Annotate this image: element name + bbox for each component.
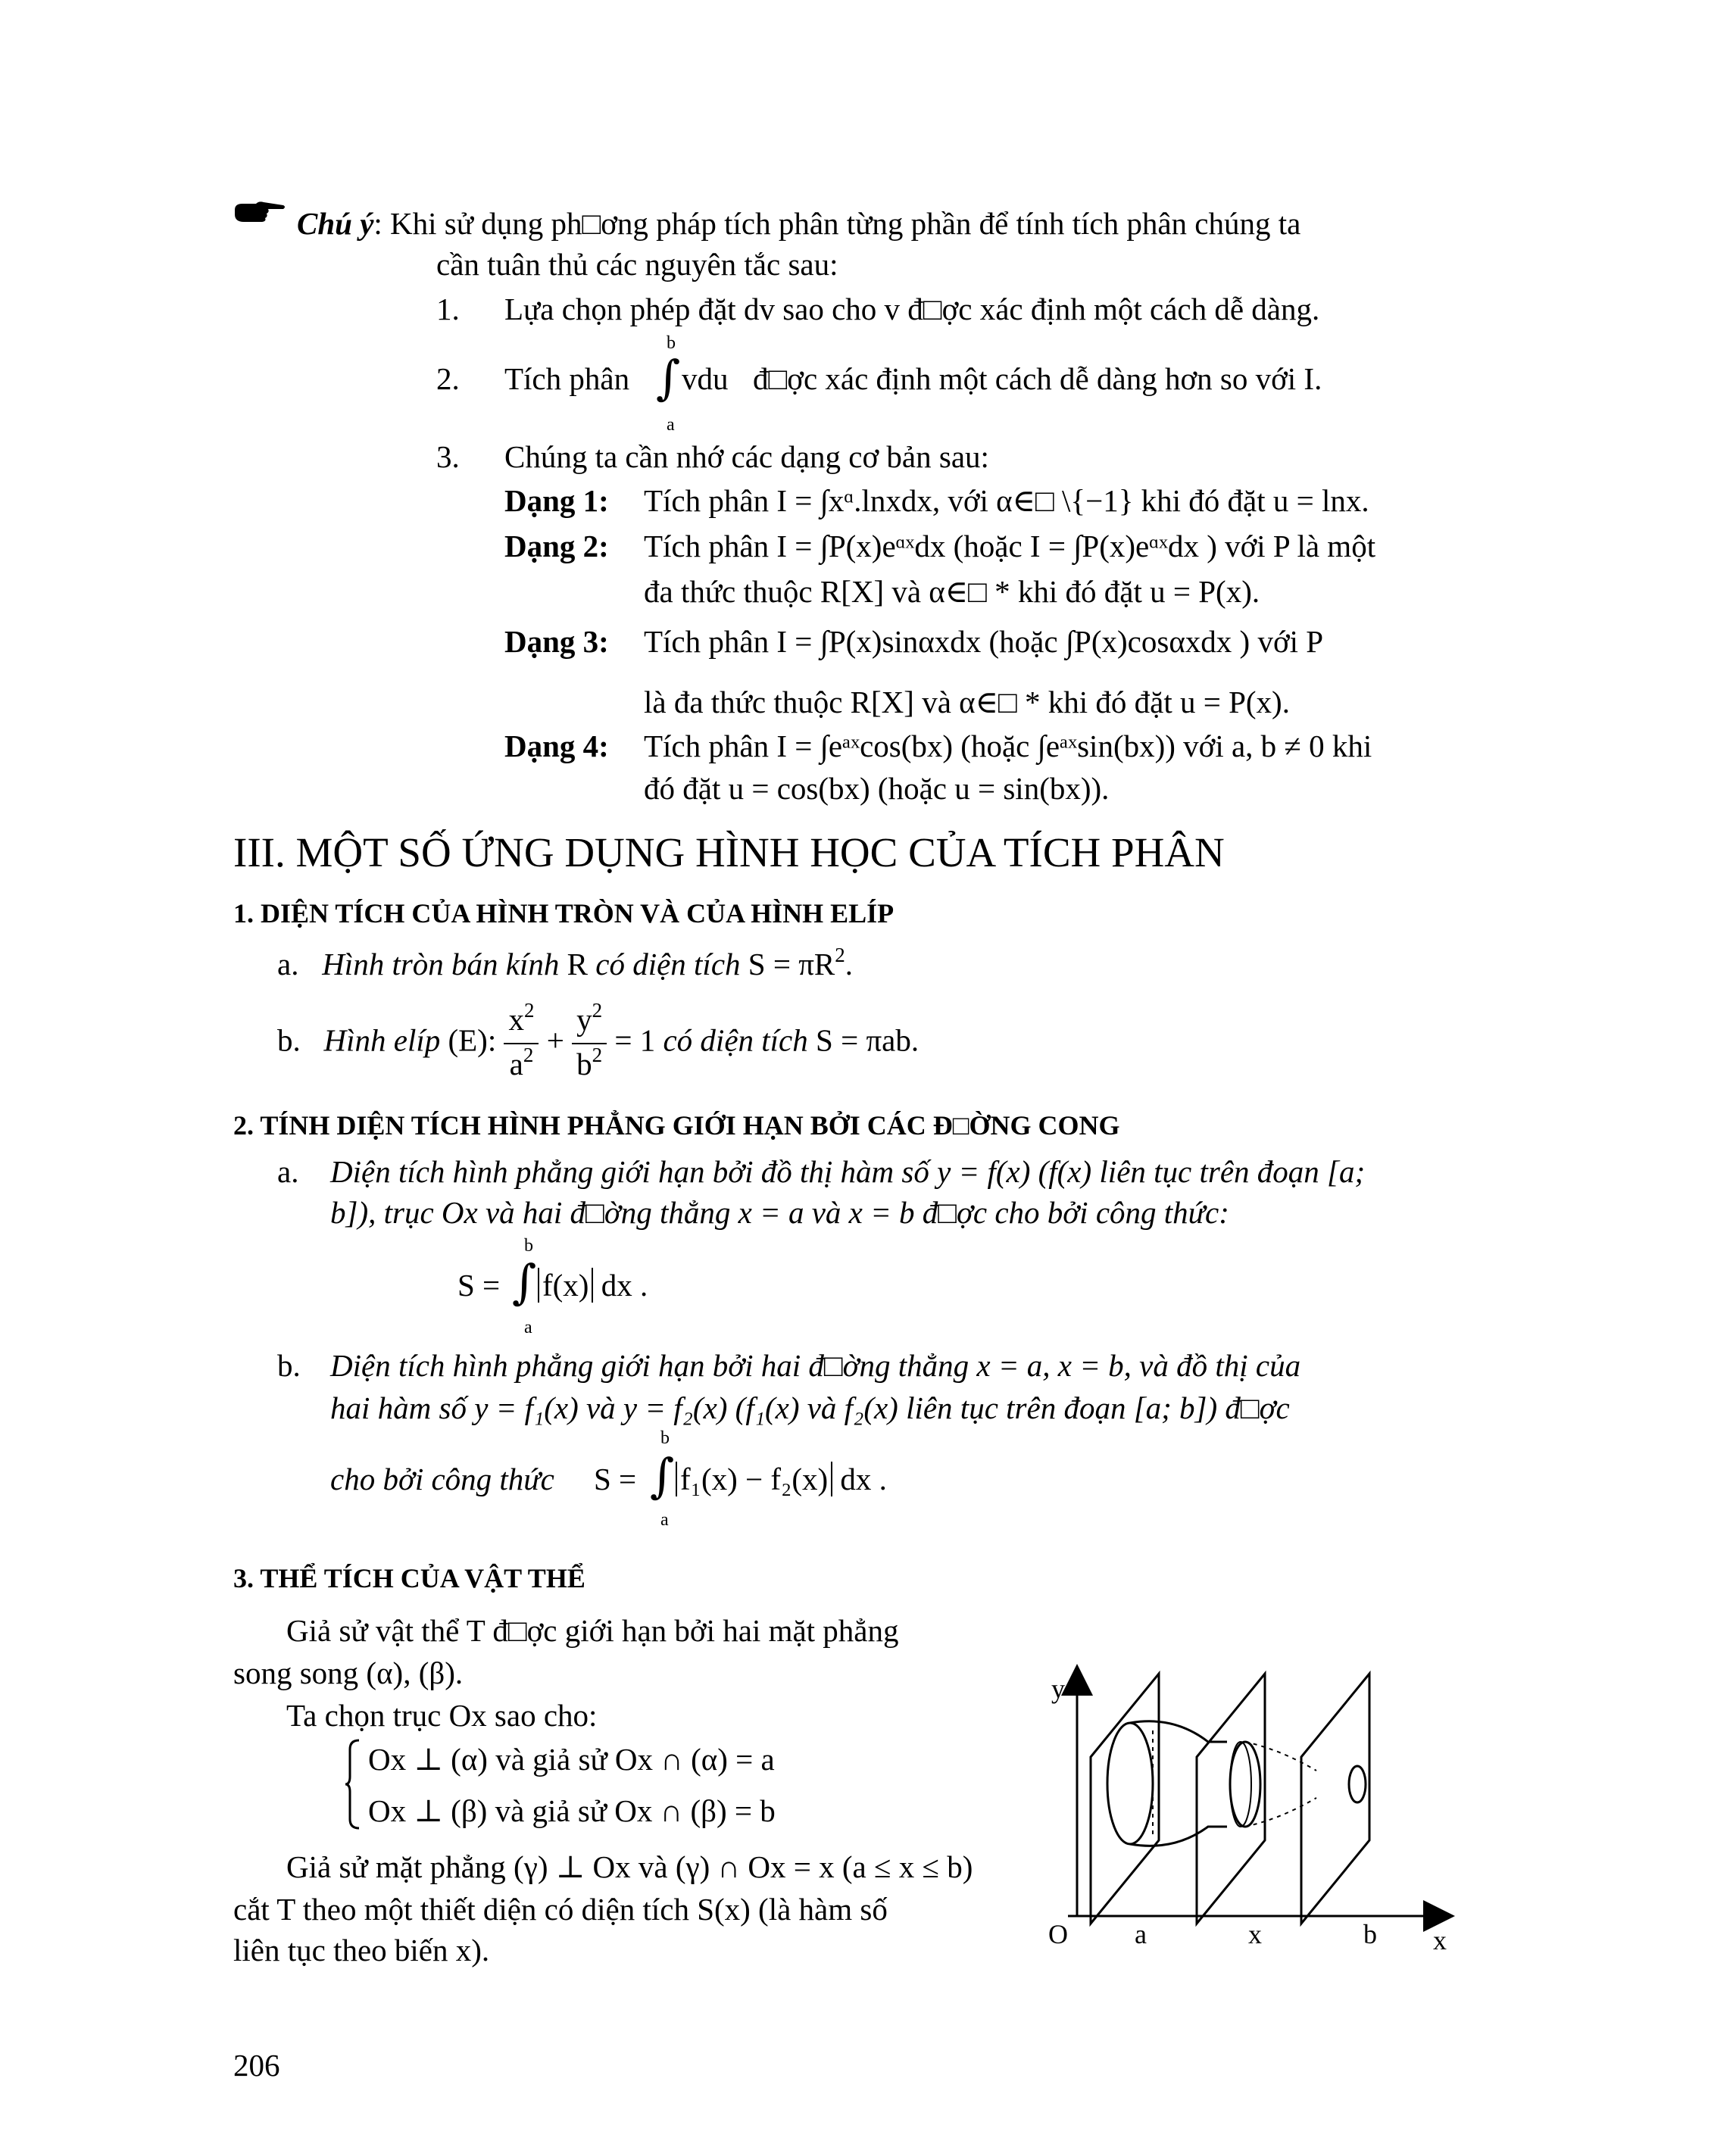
sub1-a-R: R [567, 947, 588, 981]
fig-label-a: a [1135, 1919, 1147, 1949]
sub1-a-formula: S = πR [748, 947, 835, 981]
fig-label-x-mid: x [1248, 1919, 1262, 1949]
sub3-p3-line2: cắt T theo một thiết diện có diện tích S(x) (là hàm số [233, 1892, 888, 1927]
sub1-a-text2: có diện tích [595, 947, 741, 981]
form3-label: Dạng 3: [504, 624, 609, 659]
note-line2: cần tuân thủ các nguyên tắc sau: [436, 247, 838, 282]
plane-alpha [1091, 1674, 1159, 1924]
item2-post: đ□ợc xác định một cách dễ dàng hơn so với I. [753, 361, 1322, 396]
sub2-a-S: S = [457, 1268, 501, 1303]
sub2-a-lim-top: b [524, 1236, 533, 1256]
sub3-p3-line3: liên tục theo biến x). [233, 1933, 490, 1968]
form3-text: Tích phân I = ∫P(x)sinαxdx (hoặc ∫P(x)cosαxdx ) với P [644, 624, 1324, 659]
section-alpha [1107, 1723, 1153, 1844]
form2-label: Dạng 2: [504, 529, 609, 563]
sub1-b-text1: Hình elíp [323, 1022, 441, 1058]
sub3-title: 3. THỂ TÍCH CỦA VẬT THỂ [233, 1563, 585, 1593]
form2-cont: đa thức thuộc R[X] và α∈□ * khi đó đặt u = P(x). [644, 574, 1260, 609]
sub2-a-line1: Diện tích hình phẳng giới hạn bởi đồ thị hàm số y = f(x) (f(x) liên tục trên đoạn [a; [330, 1154, 1366, 1189]
item1-text: Lựa chọn phép đặt dv sao cho v đ□ợc xác định một cách dễ dàng. [504, 292, 1320, 326]
pointing-hand-icon [233, 199, 286, 225]
sub2-a-lim-bot: a [524, 1318, 532, 1337]
frac-y: y [576, 1002, 592, 1037]
sub3-p2: Ta chọn trục Ox sao cho: [286, 1698, 598, 1733]
sub2-b-lim-top: b [660, 1428, 670, 1448]
sub3-p1-line2: song song (α), (β). [233, 1655, 464, 1690]
sub3-sys2: Ox ⊥ (β) và giả sử Ox ∩ (β) = b [368, 1793, 776, 1828]
sub2-a-integrand [538, 1266, 648, 1304]
sub2-b-expr: f₁(x) − f₂(x) [676, 1462, 832, 1496]
sub2-b-lim-bot: a [660, 1510, 669, 1530]
sub1-b-label: b. [277, 1022, 301, 1058]
sub2-b-line3: cho bởi công thức [330, 1462, 554, 1496]
item1-num: 1. [436, 292, 460, 326]
system-brace [344, 1739, 362, 1830]
plane-beta [1301, 1674, 1369, 1924]
fig-label-b: b [1363, 1919, 1377, 1949]
sub2-title: 2. TÍNH DIỆN TÍCH HÌNH PHẲNG GIỚI HẠN BỞI CÁC Đ□ỜNG CONG [233, 1110, 1120, 1141]
frac-x: x [508, 1002, 524, 1037]
item2-integral-sign: ∫ [656, 350, 681, 405]
item2-lim-bot: a [667, 415, 675, 435]
form4-text: Tích phân I = ∫eᵃˣcos(bx) (hoặc ∫eᵃˣsin(bx)) với a, b ≠ 0 khi [644, 729, 1372, 763]
sub3-p3-line1: Giả sử mặt phẳng (γ) ⊥ Ox và (γ) ∩ Ox = x (a ≤ x ≤ b) [286, 1849, 973, 1884]
form3-cont: là đa thức thuộc R[X] và α∈□ * khi đó đặt u = P(x). [644, 685, 1290, 719]
frac-plus: + [546, 1022, 564, 1058]
sub2-a-line2: b]), trục Ox và hai đ□ờng thẳng x = a và x = b đ□ợc cho bởi công thức: [330, 1195, 1229, 1230]
sub3-p1-line1: Giả sử vật thể T đ□ợc giới hạn bởi hai mặt phẳng [286, 1613, 899, 1648]
sub1-a: a. Hình tròn bán kính R có diện tích $S = \pi R^2$. [277, 944, 854, 981]
sub2-b-S: S = [594, 1462, 637, 1496]
ellipse-frac-x [504, 1000, 539, 1088]
sub1-b-text2: có diện tích [663, 1022, 808, 1058]
fig-label-O: O [1048, 1919, 1068, 1949]
sub2-a-expr: f(x) [538, 1268, 593, 1303]
sub1-b-formula: S = πab. [816, 1022, 920, 1058]
section-x [1230, 1742, 1260, 1827]
frac-b-exp: 2 [592, 1044, 603, 1066]
frac-b: b [576, 1047, 592, 1081]
sub2-b-integral-sign: ∫ [650, 1448, 675, 1503]
form4-cont: đó đặt u = cos(bx) (hoặc u = sin(bx)). [644, 771, 1110, 806]
ellipse-frac-y [572, 1000, 607, 1088]
section-beta [1349, 1766, 1366, 1802]
item3-num: 3. [436, 439, 460, 474]
sub2-b-label: b. [277, 1348, 301, 1383]
item2-num: 2. [436, 361, 460, 396]
sub2-b-dx: dx . [840, 1462, 887, 1496]
page-number: 206 [233, 2048, 280, 2083]
sub1-b [277, 1000, 919, 1088]
frac-x-exp: 2 [523, 999, 535, 1022]
sub2-a-label: a. [277, 1154, 299, 1189]
sub1-a-exp: 2 [835, 944, 845, 966]
sub1-b-E: (E): [448, 1022, 497, 1058]
item2-lim-top: b [667, 333, 676, 353]
form4-label: Dạng 4: [504, 729, 609, 763]
sub1-a-text1: Hình tròn bán kính [322, 947, 560, 981]
form1-label: Dạng 1: [504, 483, 609, 518]
form1-text: Tích phân I = ∫xᵅ.lnxdx, với α∈□ \{−1} khi đó đặt u = lnx. [644, 483, 1369, 518]
note-label: Chú ý [297, 206, 374, 241]
form2-text: Tích phân I = ∫P(x)eᵅˣdx (hoặc I = ∫P(x)eᵅˣdx ) với P là một [644, 529, 1376, 563]
sub1-title: 1. DIỆN TÍCH CỦA HÌNH TRÒN VÀ CỦA HÌNH ELÍP [233, 898, 895, 928]
item2-pre: Tích phân [504, 361, 630, 396]
frac-y-exp: 2 [592, 999, 603, 1022]
sub3-sys1: Ox ⊥ (α) và giả sử Ox ∩ (α) = a [368, 1742, 775, 1777]
sub2-a-dx: dx . [601, 1268, 648, 1303]
frac-a: a [509, 1047, 523, 1081]
volume-figure [1045, 1659, 1469, 1961]
section-title: III. MỘT SỐ ỨNG DỤNG HÌNH HỌC CỦA TÍCH PHÂN [233, 829, 1225, 875]
frac-a-exp: 2 [523, 1044, 534, 1066]
fig-label-y: y [1051, 1674, 1065, 1704]
sub2-a-integral-sign: ∫ [512, 1254, 537, 1309]
sub2-b-line1: Diện tích hình phẳng giới hạn bởi hai đ□ờng thẳng x = a, x = b, và đồ thị của [330, 1348, 1301, 1383]
note-line1: : Khi sử dụng ph□ơng pháp tích phân từng phần để tính tích phân chúng ta [373, 206, 1301, 241]
sub1-a-label: a. [277, 947, 299, 981]
sub1-b-eq: = 1 [614, 1022, 656, 1058]
fig-label-x-axis: x [1433, 1925, 1447, 1955]
item3-text: Chúng ta cần nhớ các dạng cơ bản sau: [504, 439, 989, 474]
sub2-b-integrand [676, 1460, 887, 1498]
item2-expr: vdu [682, 361, 729, 396]
section-x-inner [1230, 1742, 1251, 1827]
sub2-b-line2: hai hàm số y = f₁(x) và y = f₂(x) (f₁(x) và f₂(x) liên tục trên đoạn [a; b]) đ□ợc [330, 1390, 1290, 1425]
